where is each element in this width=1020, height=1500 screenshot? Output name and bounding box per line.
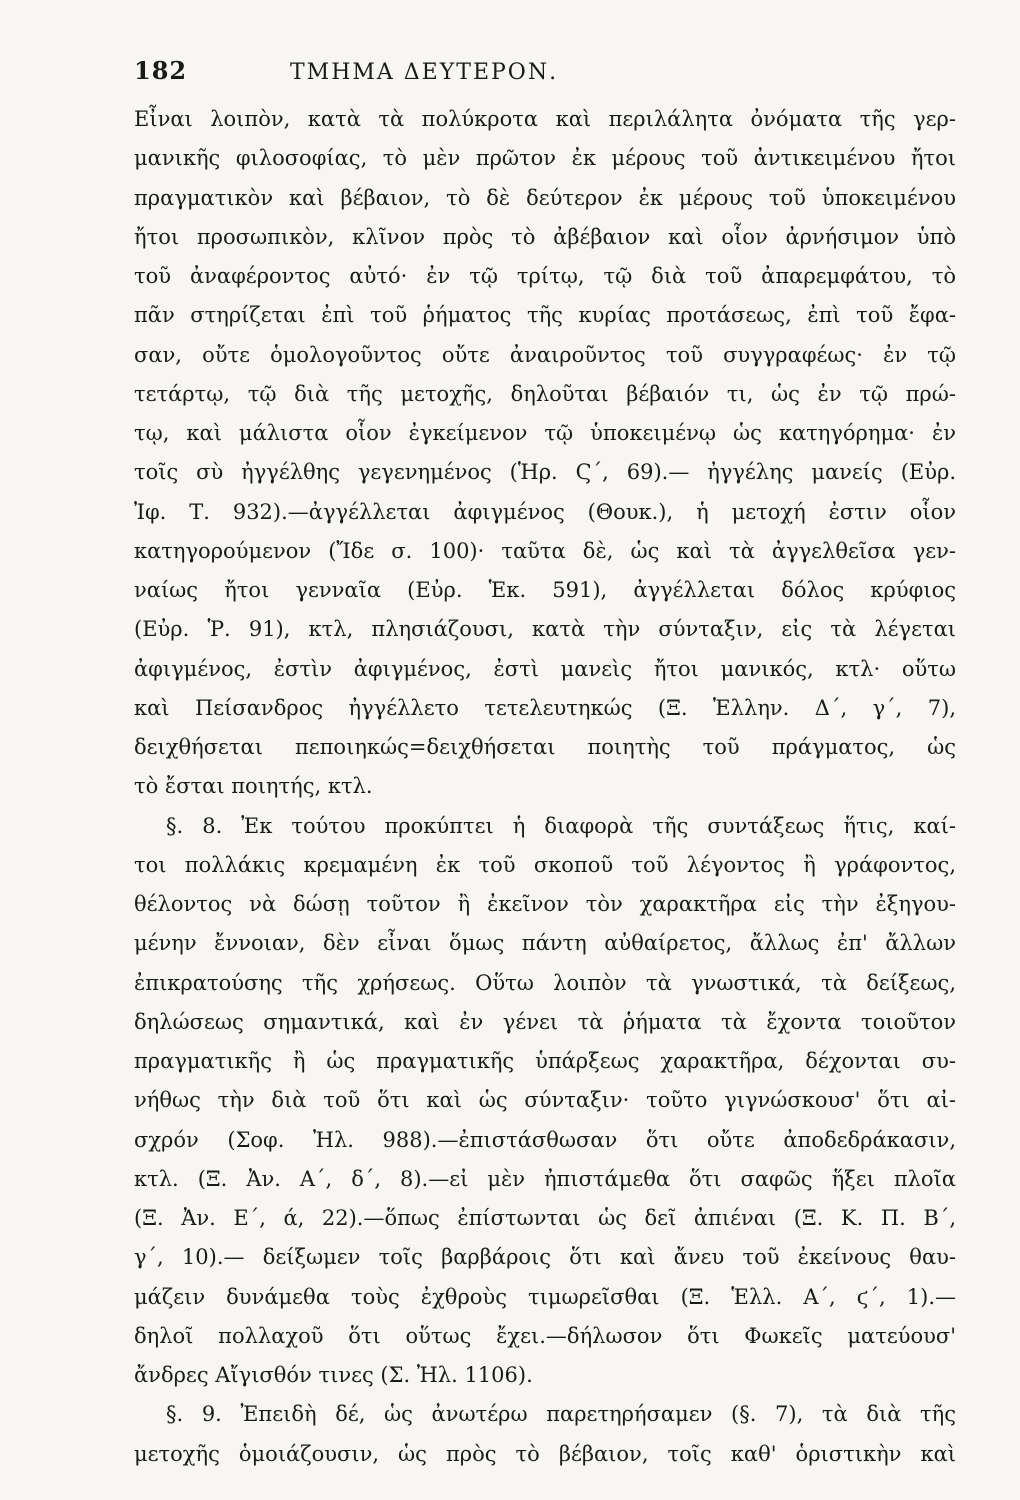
text-line: ἐπικρατούσης τῆς χρήσεως. Οὕτω λοιπὸν τὰ γνωστικά, τὰ δείξεως, (134, 970, 956, 995)
text-line: σαν, οὔτε ὁμολογοῦντος οὔτε ἀναιροῦντος τοῦ συγγραφέως· ἐν τῷ (134, 342, 956, 367)
text-line: μάζειν δυνάμεθα τοὺς ἐχθροὺς τιμωρεῖσθαι (Ξ. Ἑλλ. Α΄, ϛ΄, 1).— (134, 1284, 956, 1309)
text-line: πραγματικῆς ἢ ὡς πραγματικῆς ὑπάρξεως χαρακτῆρα, δέχονται συ- (134, 1049, 956, 1073)
text-line: (Ξ. Ἀν. Ε΄, ά, 22).—ὅπως ἐπίστωνται ὡς δεῖ ἀπιέναι (Ξ. Κ. Π. Β΄, (134, 1206, 956, 1230)
text-line: ἀφιγμένος, ἐστὶν ἀφιγμένος, ἐστὶ μανεὶς ἤτοι μανικός, κτλ· οὕτω (134, 656, 956, 681)
text-line: τῳ, καὶ μάλιστα οἷον ἐγκείμενον τῷ ὑποκειμένῳ ὡς κατηγόρημα· ἐν (134, 421, 956, 445)
text-line: σχρόν (Σοφ. Ἠλ. 988).—ἐπιστάσθωσαν ὅτι οὔτε ἀποδεδράκασιν, (134, 1127, 956, 1152)
text-line: Ἰφ. Τ. 932).—ἀγγέλλεται ἀφιγμένος (Θουκ.), ἡ μετοχή ἐστιν οἷον (134, 499, 956, 524)
text-line: νήθως τὴν διὰ τοῦ ὅτι καὶ ὡς σύνταξιν· τοῦτο γιγνώσκουσ' ὅτι αἰ- (134, 1088, 956, 1113)
section-heading-line: §. 9. Ἐπειδὴ δέ, ὡς ἀνωτέρω παρετηρήσαμεν (§. 7), τὰ διὰ τῆς (166, 1402, 956, 1427)
text-line: μένην ἔννοιαν, δὲν εἶναι ὅμως πάντη αὐθαίρετος, ἄλλως ἐπ' ἄλλων (134, 931, 956, 956)
body-text (134, 100, 956, 1474)
text-line: κατηγορούμενον (Ἴδε σ. 100)· ταῦτα δὲ, ὡς καὶ τὰ ἀγγελθεῖσα γεν- (134, 538, 956, 563)
text-line: μανικῆς φιλοσοφίας, τὸ μὲν πρῶτον ἐκ μέρους τοῦ ἀντικειμένου ἤτοι (134, 146, 956, 171)
text-line: Εἶναι λοιπὸν, κατὰ τὰ πολύκροτα καὶ περιλάλητα ὀνόματα τῆς γερ- (134, 107, 956, 131)
text-line: τοῖς σὺ ἠγγέλθης γεγενημένος (Ἡρ. Ϛ΄, 69).— ἠγγέλης μανείς (Εὐρ. (134, 460, 956, 485)
text-line: τὸ ἔσται ποιητής, κτλ. (134, 774, 373, 799)
text-line: ναίως ἤτοι γενναῖα (Εὐρ. Ἑκ. 591), ἀγγέλλεται δόλος κρύφιος (134, 578, 956, 602)
text-line: μετοχῆς ὁμοιάζουσιν, ὡς πρὸς τὸ βέβαιον, τοῖς καθ' ὁριστικὴν καὶ (134, 1441, 956, 1466)
text-line: πᾶν στηρίζεται ἐπὶ τοῦ ῥήματος τῆς κυρίας προτάσεως, ἐπὶ τοῦ ἔφα- (134, 303, 956, 328)
running-head: ΤΜΗΜΑ ΔΕΥΤΕΡΟΝ. (290, 60, 559, 85)
text-line: τοι πολλάκις κρεμαμένη ἐκ τοῦ σκοποῦ τοῦ λέγοντος ἢ γράφοντος, (134, 852, 956, 877)
text-line: δηλώσεως σημαντικά, καὶ ἐν γένει τὰ ῥήματα τὰ ἔχοντα τοιοῦτον (134, 1009, 956, 1034)
text-line: πραγματικὸν καὶ βέβαιον, τὸ δὲ δεύτερον ἐκ μέρους τοῦ ὑποκειμένου (134, 185, 956, 210)
text-line: τετάρτῳ, τῷ διὰ τῆς μετοχῆς, δηλοῦται βέβαιόν τι, ὡς ἐν τῷ πρώ- (134, 381, 956, 406)
text-line: καὶ Πείσανδρος ἠγγέλλετο τετελευτηκώς (Ξ. Ἑλλην. Δ΄, γ΄, 7), (134, 695, 956, 720)
page-header (134, 56, 956, 96)
text-line: ἄνδρες Αἴγισθόν τινες (Σ. Ἠλ. 1106). (134, 1363, 533, 1387)
text-line: γ΄, 10).— δείξωμεν τοῖς βαρβάροις ὅτι καὶ ἄνευ τοῦ ἐκείνους θαυ- (134, 1245, 956, 1270)
text-line: δειχθήσεται πεποιηκώς=δειχθήσεται ποιητὴς τοῦ πράγματος, ὡς (134, 735, 956, 759)
section-heading-line: §. 8. Ἐκ τούτου προκύπτει ἡ διαφορὰ τῆς συντάξεως ἥτις, καί- (166, 813, 956, 838)
text-line: τοῦ ἀναφέροντος αὐτό· ἐν τῷ τρίτῳ, τῷ διὰ τοῦ ἀπαρεμφάτου, τὸ (134, 264, 956, 288)
page-number: 182 (134, 56, 188, 85)
text-line: (Εὐρ. Ῥ. 91), κτλ, πλησιάζουσι, κατὰ τὴν σύνταξιν, εἰς τὰ λέγεται (134, 617, 956, 642)
text-line: θέλοντος νὰ δώσῃ τοῦτον ἢ ἐκεῖνον τὸν χαρακτῆρα εἰς τὴν ἐξηγου- (134, 892, 956, 916)
text-line: ἤτοι προσωπικὸν, κλῖνον πρὸς τὸ ἀβέβαιον καὶ οἷον ἀρνήσιμον ὑπὸ (134, 224, 956, 249)
text-line: κτλ. (Ξ. Ἀν. Α΄, δ΄, 8).—εἰ μὲν ἠπιστάμεθα ὅτι σαφῶς ἥξει πλοῖα (134, 1166, 956, 1191)
text-line: δηλοῖ πολλαχοῦ ὅτι οὕτως ἔχει.—δήλωσον ὅτι Φωκεῖς ματεύουσ' (134, 1323, 956, 1348)
